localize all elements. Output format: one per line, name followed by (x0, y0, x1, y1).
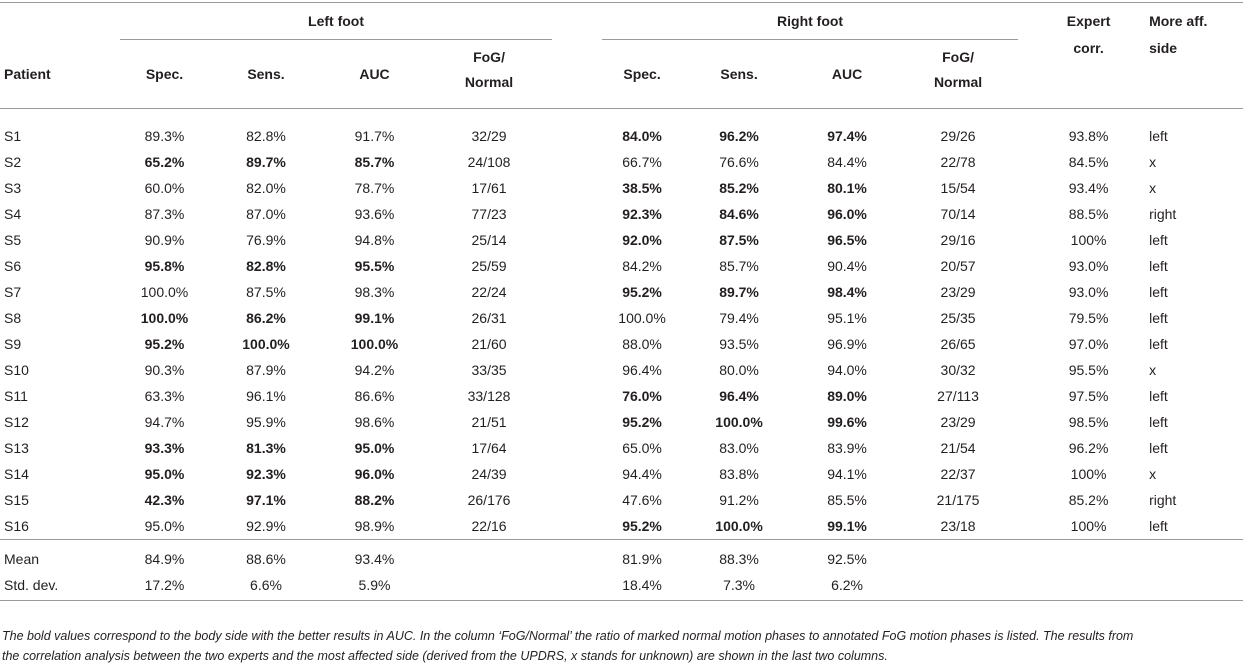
left-auc-cell: 95.0% (354, 440, 395, 456)
left-sens-stat: 88.6% (246, 551, 286, 567)
right-fog-cell: 15/54 (940, 180, 976, 196)
expert-corr-cell: 100% (1070, 466, 1107, 482)
right-sens-cell: 100.0% (715, 518, 763, 534)
table-row (0, 487, 1243, 513)
right-sens-cell: 80.0% (719, 362, 759, 378)
left-fog-header-line2: Normal (464, 74, 514, 90)
expert-corr-cell: 85.2% (1068, 492, 1109, 508)
right-auc-cell: 96.5% (827, 232, 867, 248)
right-fog-header-line2: Normal (933, 74, 983, 90)
right-foot-group-header: Right foot (602, 3, 1018, 40)
right-auc-stat: 92.5% (827, 551, 867, 567)
right-spec-cell: 66.7% (622, 154, 662, 170)
left-fog-cell: 25/59 (471, 258, 507, 274)
left-sens-cell: 97.1% (246, 492, 286, 508)
right-sens-cell: 96.4% (719, 388, 759, 404)
right-fog-cell: 22/78 (940, 154, 976, 170)
left-sens-stat: 6.6% (250, 577, 282, 593)
left-auc-cell: 78.7% (354, 180, 395, 196)
left-spec-cell: 95.0% (144, 518, 185, 534)
left-auc-cell: 98.6% (354, 414, 395, 430)
left-sens-cell: 89.7% (246, 154, 286, 170)
right-auc-cell: 96.0% (827, 206, 867, 222)
more-aff-side-cell: left (1149, 518, 1168, 534)
right-spec-cell: 96.4% (622, 362, 662, 378)
right-fog-cell: 29/26 (940, 128, 976, 144)
left-auc-stat: 5.9% (358, 577, 391, 593)
expert-corr-cell: 100% (1070, 232, 1107, 248)
left-spec-cell: 90.9% (144, 232, 185, 248)
more-aff-side-cell: left (1149, 258, 1168, 274)
more-aff-header-line1: More aff. (1149, 13, 1208, 30)
left-auc-cell: 99.1% (354, 310, 395, 326)
table-row (0, 435, 1243, 461)
expert-corr-cell: 97.0% (1068, 336, 1109, 352)
table-row (0, 305, 1243, 331)
expert-corr-cell: 79.5% (1068, 310, 1109, 326)
left-sens-cell: 82.8% (246, 258, 286, 274)
right-sens-cell: 84.6% (719, 206, 759, 222)
left-fog-cell: 24/39 (471, 466, 507, 482)
right-sens-cell: 93.5% (719, 336, 759, 352)
more-aff-side-cell: x (1149, 466, 1157, 482)
right-auc-cell: 99.1% (827, 518, 867, 534)
table-row (0, 331, 1243, 357)
left-spec-cell: 100.0% (140, 310, 189, 326)
left-spec-cell: 100.0% (140, 284, 189, 300)
left-auc-cell: 86.6% (354, 388, 395, 404)
right-spec-cell: 100.0% (618, 310, 666, 326)
right-fog-cell: 29/16 (940, 232, 976, 248)
patient-cell: S8 (4, 310, 22, 326)
right-fog-cell: 23/18 (940, 518, 976, 534)
right-spec-cell: 92.3% (622, 206, 662, 222)
right-auc-cell: 97.4% (827, 128, 867, 144)
patient-header: Patient (4, 65, 51, 82)
left-spec-cell: 95.2% (144, 336, 185, 352)
left-fog-cell: 26/31 (471, 310, 507, 326)
right-spec-cell: 94.4% (622, 466, 662, 482)
left-sens-cell: 76.9% (246, 232, 286, 248)
more-aff-side-cell: left (1149, 414, 1168, 430)
expert-corr-cell: 93.0% (1068, 258, 1109, 274)
left-foot-group-header: Left foot (120, 3, 552, 40)
right-fog-cell: 25/35 (940, 310, 976, 326)
more-aff-side-cell: x (1149, 154, 1157, 170)
left-auc-cell: 93.6% (354, 206, 395, 222)
left-sens-cell: 87.9% (246, 362, 286, 378)
left-sens-cell: 96.1% (246, 388, 286, 404)
patient-cell: S16 (4, 518, 29, 534)
right-auc-cell: 80.1% (827, 180, 867, 196)
left-auc-cell: 94.8% (354, 232, 395, 248)
left-fog-cell: 26/176 (467, 492, 511, 508)
right-spec-cell: 92.0% (622, 232, 662, 248)
left-sens-cell: 86.2% (246, 310, 286, 326)
left-spec-stat: 84.9% (144, 551, 185, 567)
table-row (0, 513, 1243, 540)
right-fog-cell: 26/65 (940, 336, 976, 352)
summary-row (0, 540, 1243, 573)
left-sens-cell: 87.0% (246, 206, 286, 222)
left-fog-cell: 21/60 (471, 336, 507, 352)
patient-cell: S7 (4, 284, 22, 300)
patient-cell: S14 (4, 466, 29, 482)
left-fog-cell: 25/14 (471, 232, 507, 248)
right-fog-cell: 20/57 (940, 258, 976, 274)
more-aff-side-cell: left (1149, 388, 1168, 404)
right-auc-cell: 99.6% (827, 414, 867, 430)
more-aff-side-cell: left (1149, 336, 1168, 352)
right-auc-cell: 85.5% (827, 492, 867, 508)
more-aff-side-cell: right (1149, 492, 1177, 508)
patient-cell: S11 (4, 388, 28, 404)
right-sens-cell: 83.8% (719, 466, 759, 482)
left-fog-header-line1: FoG/ (473, 49, 505, 65)
left-auc-cell: 100.0% (350, 336, 399, 352)
left-sens-cell: 92.3% (246, 466, 286, 482)
left-spec-cell: 94.7% (144, 414, 185, 430)
table-row (0, 357, 1243, 383)
right-fog-cell: 30/32 (940, 362, 976, 378)
expert-corr-cell: 96.2% (1068, 440, 1109, 456)
right-auc-cell: 94.1% (827, 466, 867, 482)
left-spec-cell: 95.8% (144, 258, 185, 274)
table-row (0, 279, 1243, 305)
expert-corr-cell: 93.0% (1068, 284, 1109, 300)
more-aff-side-cell: x (1149, 362, 1157, 378)
left-spec-cell: 90.3% (144, 362, 185, 378)
left-fog-cell: 33/128 (467, 388, 511, 404)
table-footnote: The bold values correspond to the body side with the better results in AUC. In the column ‘FoG/Normal’ the ratio of marked normal motion phases to annotated FoG motion phases is listed. The results from the correlation analysis between the two experts and the most affected side (derived from the UPDRS, x stands for unknown) are shown in the last two columns. (2, 629, 1134, 663)
right-fog-cell: 23/29 (940, 284, 976, 300)
patient-cell: S2 (4, 154, 22, 170)
expert-corr-cell: 93.4% (1068, 180, 1109, 196)
more-aff-side-cell: left (1149, 440, 1168, 456)
right-auc-cell: 94.0% (827, 362, 867, 378)
patient-cell: S3 (4, 180, 22, 196)
more-aff-side-cell: left (1149, 128, 1168, 144)
right-auc-cell: 96.9% (827, 336, 867, 352)
left-spec-cell: 65.2% (144, 154, 185, 170)
table-row (0, 409, 1243, 435)
data-rows (0, 109, 1243, 540)
left-sens-cell: 95.9% (246, 414, 286, 430)
left-auc-header: AUC (359, 66, 390, 82)
left-sens-cell: 92.9% (246, 518, 286, 534)
right-auc-cell: 98.4% (827, 284, 867, 300)
right-spec-cell: 88.0% (622, 336, 662, 352)
left-fog-cell: 22/24 (471, 284, 507, 300)
right-fog-cell: 27/113 (937, 388, 979, 404)
summary-rows (0, 540, 1243, 601)
expert-corr-cell: 93.8% (1068, 128, 1109, 144)
summary-row (0, 572, 1243, 601)
right-sens-header: Sens. (720, 66, 758, 82)
right-sens-cell: 83.0% (719, 440, 759, 456)
right-sens-cell: 96.2% (719, 128, 759, 144)
right-spec-cell: 84.2% (622, 258, 662, 274)
left-auc-cell: 94.2% (354, 362, 395, 378)
left-sens-cell: 87.5% (246, 284, 286, 300)
right-sens-cell: 76.6% (719, 154, 759, 170)
left-sens-cell: 82.0% (246, 180, 286, 196)
more-aff-header-line2: side (1149, 39, 1178, 56)
left-sens-cell: 82.8% (246, 128, 286, 144)
left-auc-cell: 95.5% (354, 258, 395, 274)
right-spec-cell: 95.2% (622, 284, 662, 300)
right-fog-cell: 70/14 (940, 206, 976, 222)
left-spec-stat: 17.2% (144, 577, 185, 593)
right-sens-stat: 7.3% (723, 577, 755, 593)
patient-cell: S6 (4, 258, 22, 274)
right-spec-cell: 95.2% (622, 414, 662, 430)
right-spec-stat: 81.9% (622, 551, 662, 567)
left-sens-header: Sens. (247, 66, 285, 82)
left-fog-cell: 21/51 (471, 414, 507, 430)
right-spec-header: Spec. (623, 66, 661, 82)
left-spec-header: Spec. (145, 66, 184, 82)
left-fog-cell: 33/35 (471, 362, 507, 378)
more-aff-side-cell: right (1149, 206, 1177, 222)
table-row (0, 227, 1243, 253)
left-auc-cell: 98.3% (354, 284, 395, 300)
expert-corr-cell: 98.5% (1068, 414, 1109, 430)
more-aff-side-cell: left (1149, 232, 1168, 248)
left-fog-cell: 24/108 (467, 154, 511, 170)
patient-cell: S1 (4, 128, 22, 144)
left-auc-cell: 98.9% (354, 518, 395, 534)
patient-cell: S12 (4, 414, 29, 430)
left-fog-cell: 17/61 (471, 180, 507, 196)
left-spec-cell: 93.3% (144, 440, 185, 456)
patient-cell: S4 (4, 206, 22, 222)
results-table (0, 2, 1243, 601)
expert-corr-cell: 95.5% (1068, 362, 1109, 378)
right-fog-cell: 22/37 (940, 466, 976, 482)
left-fog-cell: 32/29 (471, 128, 507, 144)
left-auc-stat: 93.4% (354, 551, 395, 567)
right-spec-cell: 95.2% (622, 518, 662, 534)
left-sens-cell: 81.3% (246, 440, 286, 456)
right-sens-cell: 85.2% (719, 180, 759, 196)
left-spec-cell: 63.3% (144, 388, 185, 404)
left-auc-cell: 91.7% (354, 128, 395, 144)
right-sens-cell: 100.0% (715, 414, 763, 430)
table-row (0, 175, 1243, 201)
more-aff-side-cell: x (1149, 180, 1157, 196)
left-spec-cell: 60.0% (144, 180, 185, 196)
patient-cell: S10 (4, 362, 29, 378)
left-fog-cell: 22/16 (471, 518, 507, 534)
more-aff-side-cell: left (1149, 310, 1168, 326)
patient-cell: S15 (4, 492, 29, 508)
right-fog-cell: 23/29 (940, 414, 976, 430)
table-row (0, 461, 1243, 487)
patient-cell: S5 (4, 232, 22, 248)
patient-cell: S9 (4, 336, 22, 352)
left-auc-cell: 88.2% (354, 492, 395, 508)
right-spec-cell: 76.0% (622, 388, 662, 404)
expert-corr-header-line1: Expert (1066, 13, 1111, 30)
left-spec-cell: 42.3% (144, 492, 185, 508)
table-row (0, 253, 1243, 279)
expert-corr-cell: 97.5% (1068, 388, 1109, 404)
right-sens-stat: 88.3% (719, 551, 759, 567)
stat-label: Std. dev. (4, 577, 59, 593)
stat-label: Mean (4, 551, 40, 567)
right-spec-cell: 38.5% (622, 180, 662, 196)
right-fog-cell: 21/175 (936, 492, 980, 508)
expert-corr-header-line2: corr. (1073, 39, 1104, 56)
right-sens-cell: 89.7% (719, 284, 759, 300)
right-spec-cell: 84.0% (622, 128, 662, 144)
right-sens-cell: 91.2% (719, 492, 759, 508)
left-spec-cell: 87.3% (144, 206, 185, 222)
table-row (0, 109, 1243, 150)
table-row (0, 201, 1243, 227)
right-auc-stat: 6.2% (831, 577, 863, 593)
right-sens-cell: 85.7% (719, 258, 759, 274)
expert-corr-cell: 84.5% (1068, 154, 1109, 170)
right-auc-cell: 84.4% (827, 154, 867, 170)
left-auc-cell: 96.0% (354, 466, 395, 482)
right-spec-cell: 47.6% (622, 492, 662, 508)
left-spec-cell: 95.0% (144, 466, 185, 482)
right-fog-header-line1: FoG/ (942, 49, 974, 65)
expert-corr-cell: 100% (1070, 518, 1107, 534)
right-spec-cell: 65.0% (622, 440, 662, 456)
right-sens-cell: 87.5% (719, 232, 759, 248)
table-row (0, 383, 1243, 409)
expert-corr-cell: 88.5% (1068, 206, 1109, 222)
left-spec-cell: 89.3% (144, 128, 185, 144)
more-aff-side-cell: left (1149, 284, 1168, 300)
patient-cell: S13 (4, 440, 29, 456)
left-sens-cell: 100.0% (242, 336, 290, 352)
right-auc-cell: 83.9% (827, 440, 867, 456)
right-auc-cell: 90.4% (827, 258, 867, 274)
right-auc-header: AUC (831, 66, 863, 82)
right-auc-cell: 89.0% (827, 388, 867, 404)
right-auc-cell: 95.1% (827, 310, 867, 326)
right-sens-cell: 79.4% (719, 310, 759, 326)
left-fog-cell: 17/64 (471, 440, 507, 456)
left-auc-cell: 85.7% (354, 154, 395, 170)
right-spec-stat: 18.4% (622, 577, 662, 593)
left-fog-cell: 77/23 (471, 206, 507, 222)
right-fog-cell: 21/54 (940, 440, 976, 456)
table-row (0, 149, 1243, 175)
